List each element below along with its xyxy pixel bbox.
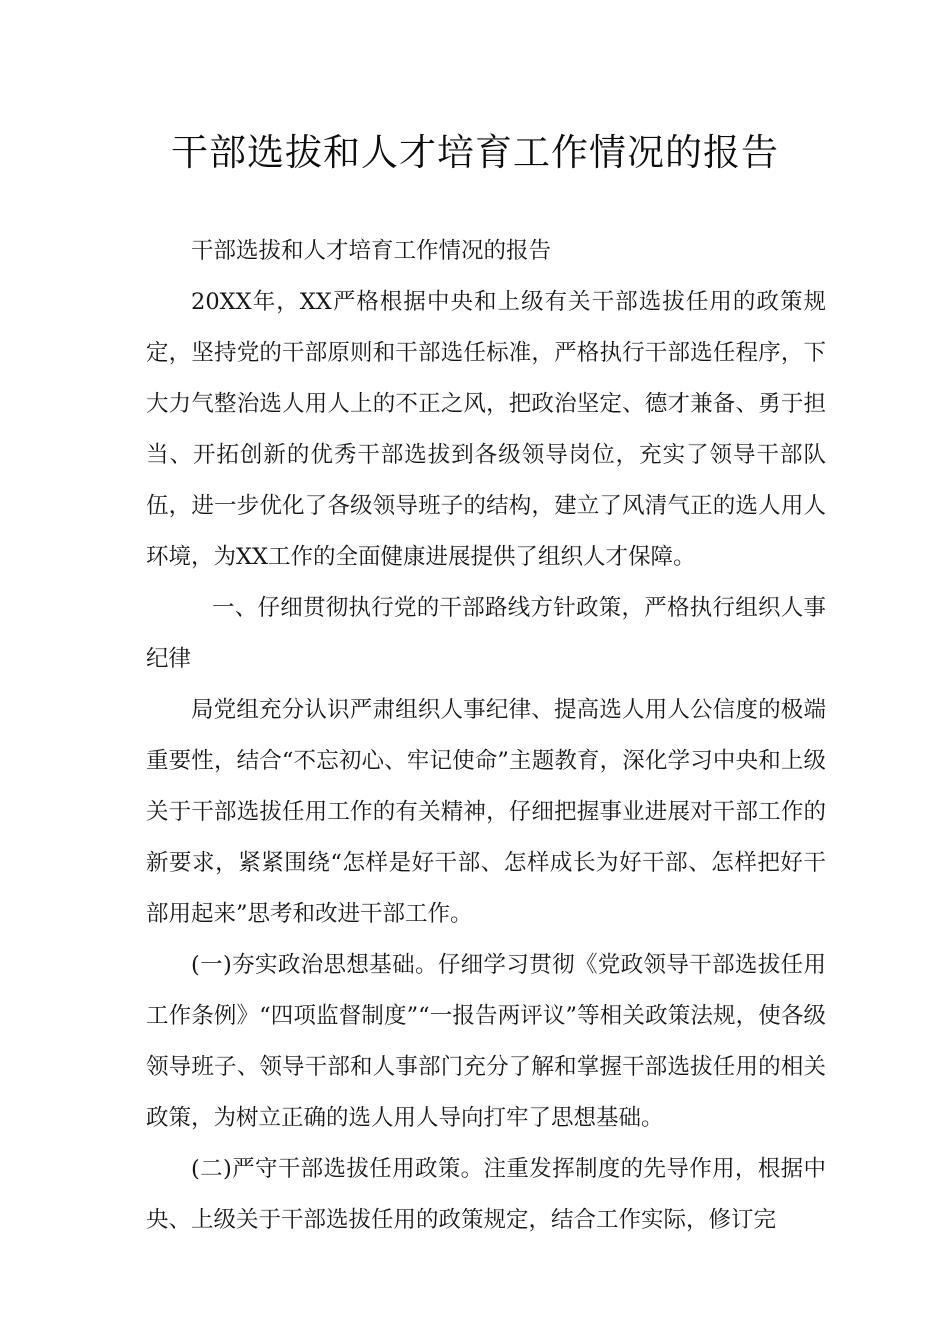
- subsection-2-paragraph: (二)严守干部选拔任用政策。注重发挥制度的先导作用，根据中央、上级关于干部选拔任用的政策规定，结合工作实际，修订完: [146, 1156, 826, 1233]
- subsection-1-paragraph: (一)夯实政治思想基础。仔细学习贯彻《党政领导干部选拔任用工作条例》“四项监督制度”“一报告两评议”等相关政策法规，使各级领导班子、领导干部和人事部门充分了解和掌握干部选拔任用的相关政策，为树立正确的选人用人导向打牢了思想基础。: [146, 952, 826, 1131]
- document-body: [146, 226, 826, 1246]
- section-1-paragraph: 局党组充分认识严肃组织人事纪律、提高选人用人公信度的极端重要性，结合“不忘初心、牢记使命”主题教育，深化学习中央和上级关于干部选拔任用工作的有关精神，仔细把握事业进展对干部工作的新要求，紧紧围绕“怎样是好干部、怎样成长为好干部、怎样把好干部用起来”思考和改进干部工作。: [146, 697, 826, 927]
- intro-paragraph: 20XX年，XX严格根据中央和上级有关干部选拔任用的政策规定，坚持党的干部原则和干部选任标准，严格执行干部选任程序，下大力气整治选人用人上的不正之风，把政治坚定、德才兼备、勇于担当、开拓创新的优秀干部选拔到各级领导岗位，充实了领导干部队伍，进一步优化了各级领导班子的结构，建立了风清气正的选人用人环境，为XX工作的全面健康进展提供了组织人才保障。: [146, 289, 826, 570]
- document-title: 干部选拔和人才培育工作情况的报告: [171, 131, 779, 174]
- section-heading-1: 一、仔细贯彻执行党的干部路线方针政策，严格执行组织人事纪律: [146, 595, 826, 672]
- subtitle-paragraph: 干部选拔和人才培育工作情况的报告: [191, 238, 552, 264]
